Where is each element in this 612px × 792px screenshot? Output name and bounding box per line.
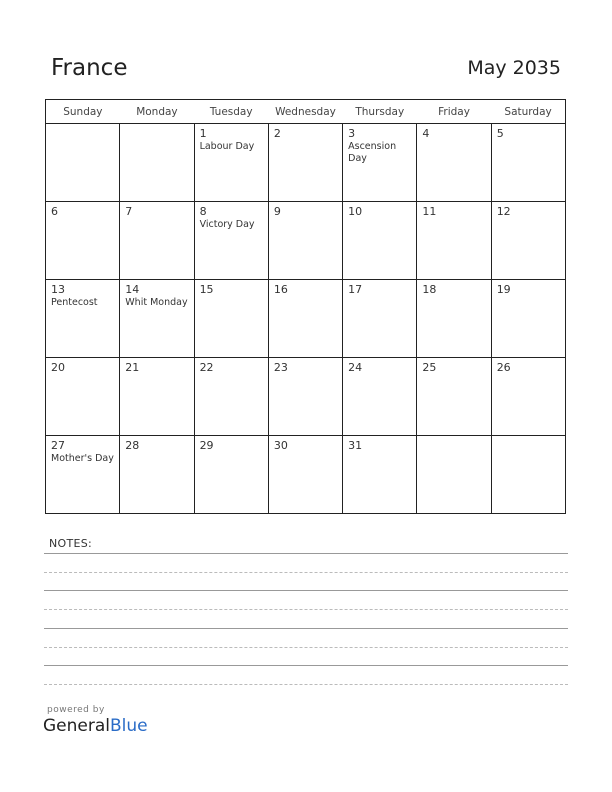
day-cell[interactable]	[343, 436, 417, 514]
powered-by-text: powered by	[47, 705, 105, 715]
day-cell[interactable]	[194, 358, 268, 436]
day-cell[interactable]	[343, 124, 417, 202]
week-row	[46, 280, 566, 358]
day-number: 13	[51, 283, 65, 296]
weekday-saturday: Saturday	[491, 100, 565, 124]
day-number: 12	[496, 205, 511, 218]
day-cell[interactable]	[417, 358, 491, 436]
notes-line	[44, 609, 568, 610]
day-number: 28	[125, 439, 140, 452]
day-number: 6	[51, 205, 58, 218]
day-number: 24	[348, 361, 363, 374]
notes-line	[44, 628, 568, 629]
day-number: 7	[125, 205, 133, 218]
week-row	[46, 436, 566, 514]
day-cell[interactable]	[120, 202, 194, 280]
holiday-label: Victory Day	[199, 219, 255, 230]
day-cell[interactable]	[120, 436, 194, 514]
day-cell[interactable]	[194, 124, 268, 202]
day-number: 22	[199, 361, 214, 374]
day-cell[interactable]	[46, 436, 120, 514]
day-number: 16	[273, 283, 288, 296]
day-cell[interactable]	[120, 124, 194, 202]
day-number: 31	[348, 439, 363, 452]
day-cell[interactable]	[491, 358, 565, 436]
day-number: 21	[125, 361, 140, 374]
day-number: 11	[422, 205, 437, 218]
day-cell[interactable]	[194, 436, 268, 514]
day-cell[interactable]	[268, 280, 342, 358]
holiday-label: Ascension Day	[348, 141, 397, 164]
day-cell[interactable]	[46, 202, 120, 280]
brand-general: General	[43, 716, 110, 736]
day-number: 10	[348, 205, 363, 218]
weekday-wednesday: Wednesday	[268, 100, 342, 124]
day-cell[interactable]	[343, 280, 417, 358]
day-number: 20	[51, 361, 65, 374]
holiday-label: Mother's Day	[51, 453, 114, 464]
day-cell[interactable]	[491, 280, 565, 358]
day-cell[interactable]	[491, 124, 565, 202]
day-cell[interactable]	[491, 202, 565, 280]
week-row	[46, 202, 566, 280]
weekday-header-row	[46, 100, 566, 124]
country-title: France	[51, 55, 128, 81]
day-number: 4	[422, 127, 430, 140]
day-cell[interactable]	[491, 436, 565, 514]
weekday-tuesday: Tuesday	[194, 100, 268, 124]
holiday-label: Labour Day	[199, 141, 255, 152]
day-number: 2	[273, 127, 281, 140]
day-number: 29	[199, 439, 214, 452]
day-cell[interactable]	[417, 280, 491, 358]
notes-line	[44, 553, 568, 554]
holiday-label: Whit Monday	[125, 297, 188, 308]
day-number: 26	[496, 361, 511, 374]
day-number: 5	[496, 127, 504, 140]
holiday-label: Pentecost	[51, 297, 98, 308]
day-number: 9	[273, 205, 281, 218]
day-number: 3	[348, 127, 356, 140]
calendar-grid	[45, 99, 566, 514]
day-cell[interactable]	[46, 280, 120, 358]
notes-line	[44, 572, 568, 573]
notes-line	[44, 647, 568, 648]
day-cell[interactable]	[268, 124, 342, 202]
day-number: 30	[273, 439, 288, 452]
day-number: 8	[199, 205, 207, 218]
day-cell[interactable]	[268, 202, 342, 280]
day-cell[interactable]	[268, 436, 342, 514]
day-cell[interactable]	[417, 202, 491, 280]
notes-line	[44, 590, 568, 591]
day-cell[interactable]	[120, 280, 194, 358]
day-number: 1	[199, 127, 207, 140]
weekday-monday: Monday	[120, 100, 194, 124]
day-cell[interactable]	[417, 436, 491, 514]
notes-line	[44, 665, 568, 666]
brand-blue: Blue	[110, 716, 148, 736]
day-number: 18	[422, 283, 437, 296]
day-cell[interactable]	[46, 358, 120, 436]
week-row	[46, 358, 566, 436]
calendar-body	[46, 124, 566, 514]
day-number: 15	[199, 283, 214, 296]
day-number: 27	[51, 439, 65, 452]
day-number: 19	[496, 283, 511, 296]
generalblue-logo[interactable]	[43, 716, 148, 736]
weekday-thursday: Thursday	[343, 100, 417, 124]
day-cell[interactable]	[343, 358, 417, 436]
day-number: 25	[422, 361, 437, 374]
notes-label: NOTES:	[49, 537, 93, 550]
day-number: 14	[125, 283, 140, 296]
day-cell[interactable]	[417, 124, 491, 202]
day-cell[interactable]	[194, 280, 268, 358]
day-cell[interactable]	[120, 358, 194, 436]
weekday-friday: Friday	[417, 100, 491, 124]
weekday-sunday: Sunday	[46, 100, 120, 124]
day-cell[interactable]	[46, 124, 120, 202]
day-cell[interactable]	[343, 202, 417, 280]
notes-line	[44, 684, 568, 685]
day-number: 23	[273, 361, 288, 374]
day-number: 17	[348, 283, 363, 296]
day-cell[interactable]	[268, 358, 342, 436]
day-cell[interactable]	[194, 202, 268, 280]
month-title: May 2035	[467, 57, 561, 79]
week-row	[46, 124, 566, 202]
